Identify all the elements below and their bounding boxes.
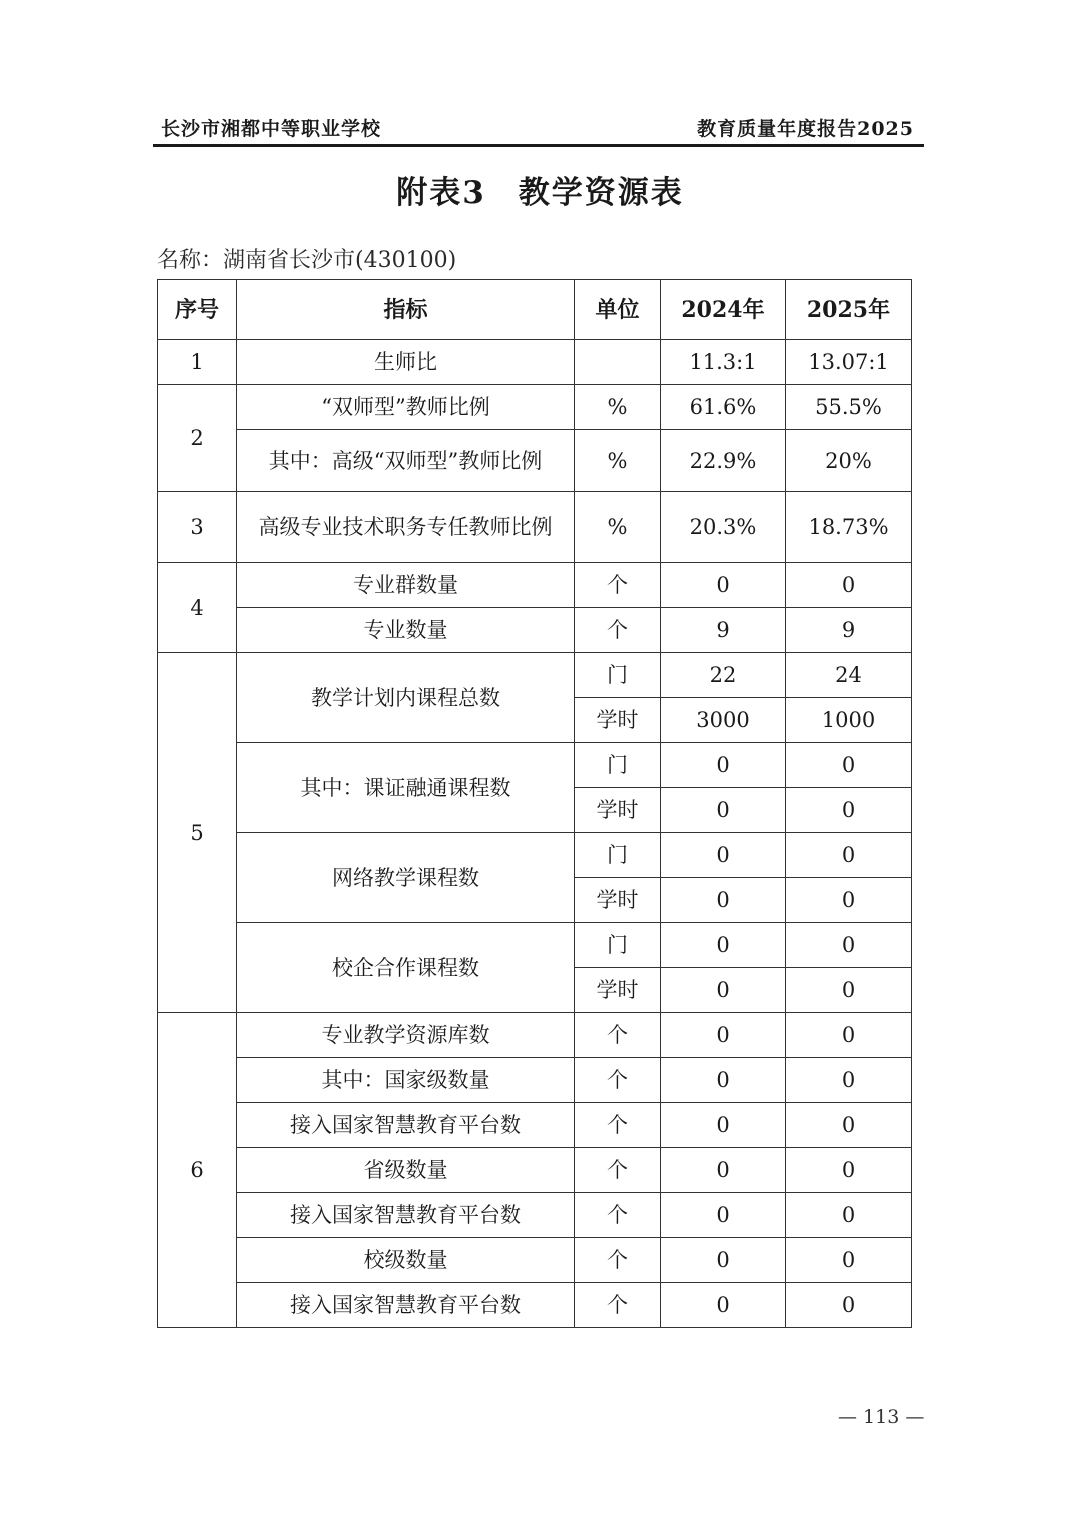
value-2024-cell: 11.3:1 xyxy=(661,340,786,385)
value-2024-cell: 0 xyxy=(661,1238,786,1283)
value-2024-cell: 0 xyxy=(661,968,786,1013)
value-2024-cell: 0 xyxy=(661,1013,786,1058)
table-row xyxy=(158,923,912,968)
value-2024-cell: 22 xyxy=(661,653,786,698)
value-2025-cell: 55.5% xyxy=(786,385,912,430)
value-2024-cell: 0 xyxy=(661,563,786,608)
unit-cell: 门 xyxy=(575,743,661,788)
unit-cell: 学时 xyxy=(575,968,661,1013)
row-number: 1 xyxy=(158,340,237,385)
value-2024-cell: 0 xyxy=(661,788,786,833)
value-2024-cell: 0 xyxy=(661,923,786,968)
unit-cell: 学时 xyxy=(575,698,661,743)
table-row xyxy=(158,1193,912,1238)
row-number: 2 xyxy=(158,385,237,492)
unit-cell: % xyxy=(575,430,661,492)
value-2025-cell: 0 xyxy=(786,1238,912,1283)
value-2024-cell: 61.6% xyxy=(661,385,786,430)
value-2025-cell: 0 xyxy=(786,833,912,878)
table-row xyxy=(158,1103,912,1148)
school-name: 长沙市湘都中等职业学校 xyxy=(161,118,382,140)
unit-cell: % xyxy=(575,385,661,430)
value-2025-cell: 9 xyxy=(786,608,912,653)
indicator-cell: 其中：国家级数量 xyxy=(237,1058,575,1103)
unit-cell: 个 xyxy=(575,1238,661,1283)
value-2024-cell: 0 xyxy=(661,1193,786,1238)
indicator-cell: 接入国家智慧教育平台数 xyxy=(237,1103,575,1148)
page-header xyxy=(153,112,924,146)
unit-cell: 门 xyxy=(575,833,661,878)
value-2024-cell: 0 xyxy=(661,1283,786,1328)
indicator-cell: 其中：高级“双师型”教师比例 xyxy=(237,430,575,492)
header-unit: 单位 xyxy=(575,280,661,340)
unit-cell: 学时 xyxy=(575,878,661,923)
row-number: 4 xyxy=(158,563,237,653)
value-2025-cell: 13.07:1 xyxy=(786,340,912,385)
value-2024-cell: 0 xyxy=(661,1148,786,1193)
table-row xyxy=(158,1148,912,1193)
unit-cell: 门 xyxy=(575,923,661,968)
table-row xyxy=(158,1058,912,1103)
value-2025-cell: 0 xyxy=(786,1148,912,1193)
table-row xyxy=(158,563,912,608)
indicator-cell: 接入国家智慧教育平台数 xyxy=(237,1283,575,1328)
unit-cell: 个 xyxy=(575,1103,661,1148)
indicator-cell: 专业群数量 xyxy=(237,563,575,608)
page-number: — 113 — xyxy=(838,1406,925,1428)
value-2025-cell: 0 xyxy=(786,743,912,788)
value-2025-cell: 0 xyxy=(786,1058,912,1103)
table-row xyxy=(158,1283,912,1328)
indicator-cell: 校企合作课程数 xyxy=(237,923,575,1013)
indicator-cell: 生师比 xyxy=(237,340,575,385)
value-2024-cell: 0 xyxy=(661,1058,786,1103)
row-number: 3 xyxy=(158,492,237,563)
value-2025-cell: 0 xyxy=(786,788,912,833)
table-row xyxy=(158,385,912,430)
indicator-cell: 省级数量 xyxy=(237,1148,575,1193)
report-title: 教育质量年度报告2025 xyxy=(697,118,914,140)
header-indicator: 指标 xyxy=(237,280,575,340)
indicator-cell: 校级数量 xyxy=(237,1238,575,1283)
table-header-row xyxy=(158,280,912,340)
table-row xyxy=(158,492,912,563)
unit-cell: 学时 xyxy=(575,788,661,833)
value-2025-cell: 0 xyxy=(786,563,912,608)
indicator-cell: 专业教学资源库数 xyxy=(237,1013,575,1058)
value-2025-cell: 0 xyxy=(786,1193,912,1238)
indicator-cell: 教学计划内课程总数 xyxy=(237,653,575,743)
unit-cell: 个 xyxy=(575,1193,661,1238)
unit-cell: 个 xyxy=(575,563,661,608)
value-2024-cell: 20.3% xyxy=(661,492,786,563)
indicator-cell: 其中：课证融通课程数 xyxy=(237,743,575,833)
indicator-cell: 专业数量 xyxy=(237,608,575,653)
unit-cell: 个 xyxy=(575,1058,661,1103)
region-label: 名称：湖南省长沙市(430100) xyxy=(157,248,457,273)
table-title: 附表3 教学资源表 xyxy=(396,175,684,211)
header-no: 序号 xyxy=(158,280,237,340)
header-2024: 2024年 xyxy=(661,280,786,340)
value-2025-cell: 20% xyxy=(786,430,912,492)
header-2025: 2025年 xyxy=(786,280,912,340)
value-2024-cell: 0 xyxy=(661,833,786,878)
value-2024-cell: 22.9% xyxy=(661,430,786,492)
value-2025-cell: 0 xyxy=(786,878,912,923)
unit-cell: 个 xyxy=(575,1013,661,1058)
indicator-cell: “双师型”教师比例 xyxy=(237,385,575,430)
value-2025-cell: 0 xyxy=(786,1283,912,1328)
unit-cell: 个 xyxy=(575,1283,661,1328)
table-row xyxy=(158,430,912,492)
value-2025-cell: 0 xyxy=(786,1103,912,1148)
value-2025-cell: 0 xyxy=(786,923,912,968)
value-2025-cell: 0 xyxy=(786,968,912,1013)
value-2024-cell: 0 xyxy=(661,1103,786,1148)
row-number: 6 xyxy=(158,1013,237,1328)
table-row xyxy=(158,1238,912,1283)
value-2024-cell: 3000 xyxy=(661,698,786,743)
table-row xyxy=(158,653,912,698)
unit-cell: % xyxy=(575,492,661,563)
table-row xyxy=(158,833,912,878)
value-2024-cell: 9 xyxy=(661,608,786,653)
header-divider xyxy=(153,144,924,147)
row-number: 5 xyxy=(158,653,237,1013)
value-2025-cell: 18.73% xyxy=(786,492,912,563)
indicator-cell: 网络教学课程数 xyxy=(237,833,575,923)
unit-cell: 个 xyxy=(575,608,661,653)
table-row xyxy=(158,608,912,653)
table-row xyxy=(158,340,912,385)
unit-cell: 门 xyxy=(575,653,661,698)
unit-cell xyxy=(575,340,661,385)
value-2025-cell: 24 xyxy=(786,653,912,698)
table-row xyxy=(158,743,912,788)
indicator-cell: 高级专业技术职务专任教师比例 xyxy=(237,492,575,563)
value-2025-cell: 0 xyxy=(786,1013,912,1058)
value-2024-cell: 0 xyxy=(661,743,786,788)
teaching-resources-table xyxy=(157,279,912,1328)
table-row xyxy=(158,1013,912,1058)
value-2024-cell: 0 xyxy=(661,878,786,923)
value-2025-cell: 1000 xyxy=(786,698,912,743)
indicator-cell: 接入国家智慧教育平台数 xyxy=(237,1193,575,1238)
unit-cell: 个 xyxy=(575,1148,661,1193)
